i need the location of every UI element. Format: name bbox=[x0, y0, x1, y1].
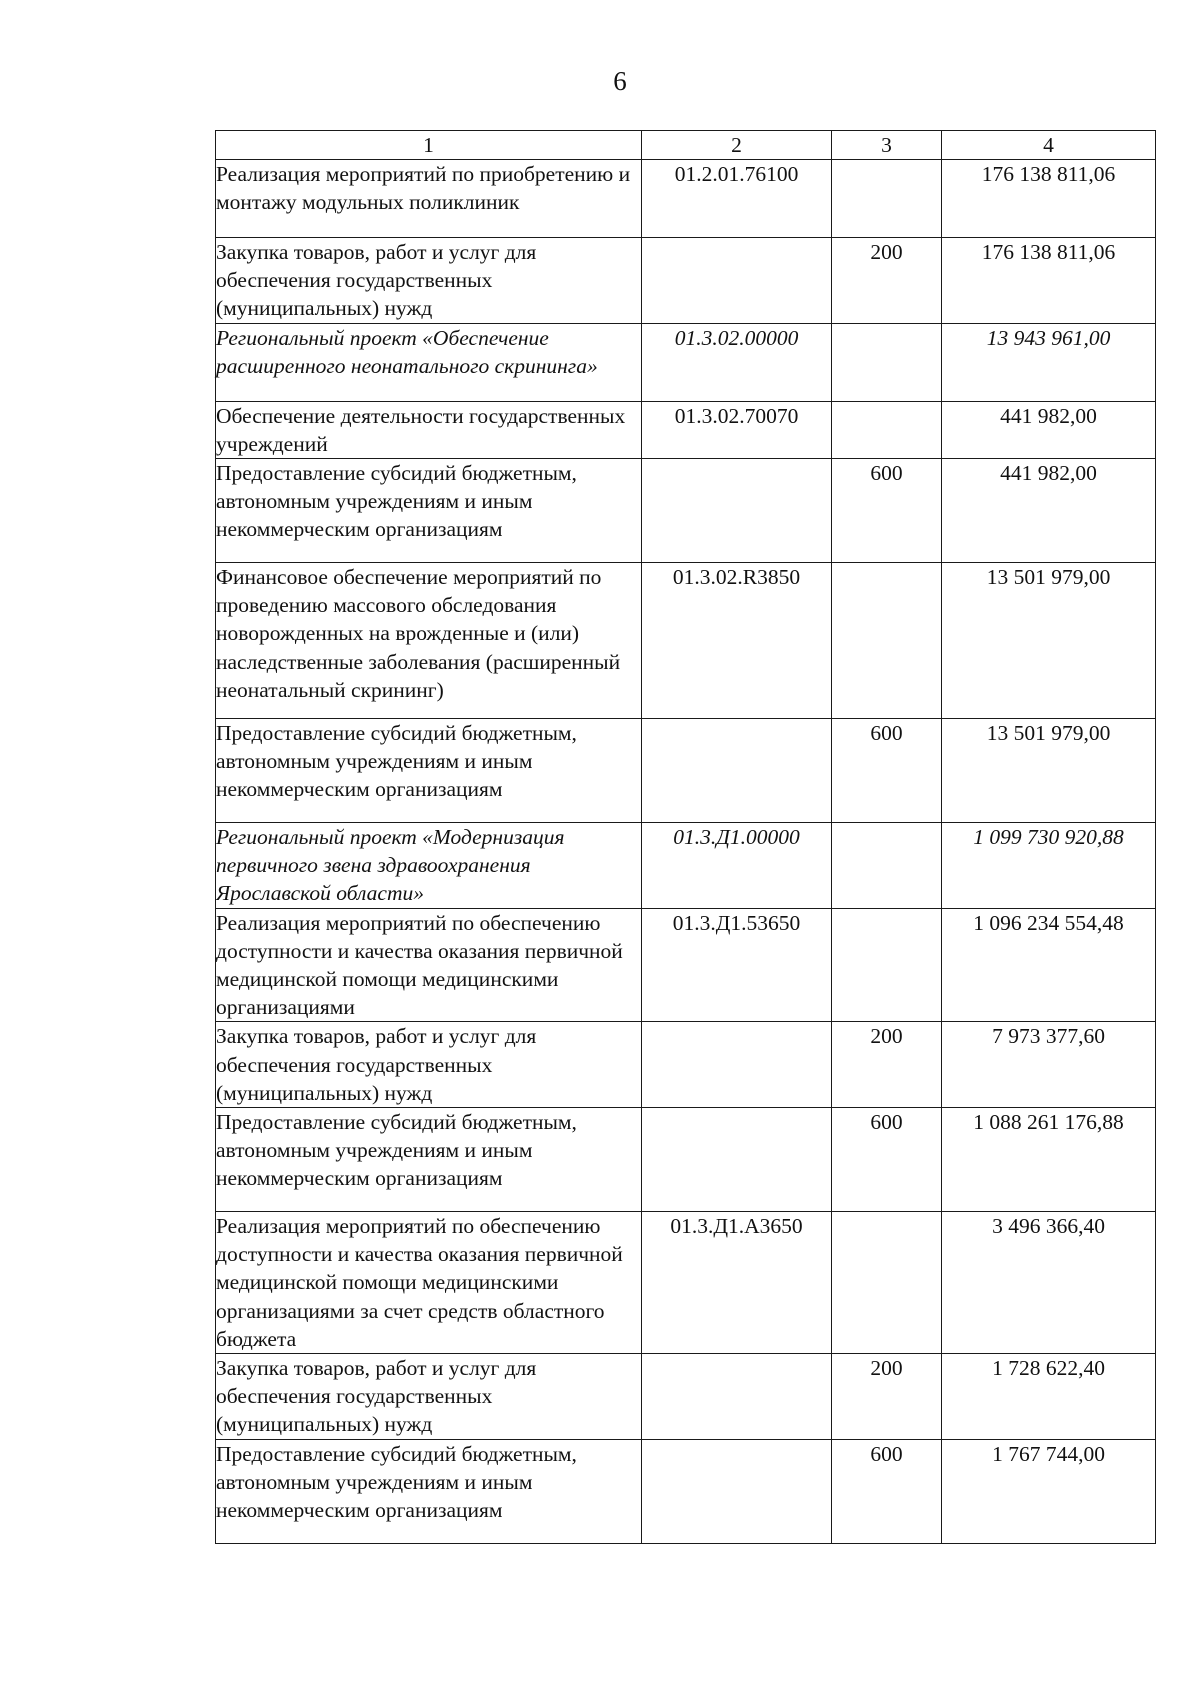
table-row bbox=[216, 1108, 1156, 1212]
row-sum-cell: 176 138 811,06 bbox=[942, 238, 1156, 324]
column-header-2: 2 bbox=[642, 131, 832, 160]
column-header-3: 3 bbox=[832, 131, 942, 160]
table-row bbox=[216, 1022, 1156, 1108]
row-sum-cell: 13 501 979,00 bbox=[942, 719, 1156, 823]
row-expense-type-cell: 600 bbox=[832, 1108, 942, 1212]
row-expense-type-cell bbox=[832, 1212, 942, 1354]
table-row bbox=[216, 323, 1156, 401]
row-code-cell bbox=[642, 1354, 832, 1440]
row-code-cell bbox=[642, 719, 832, 823]
table-row bbox=[216, 160, 1156, 238]
row-sum-cell: 13 943 961,00 bbox=[942, 323, 1156, 401]
row-code-cell bbox=[642, 1439, 832, 1543]
row-code-cell bbox=[642, 1022, 832, 1108]
row-sum-cell: 3 496 366,40 bbox=[942, 1212, 1156, 1354]
row-expense-type-cell: 600 bbox=[832, 459, 942, 563]
row-expense-type-cell: 200 bbox=[832, 238, 942, 324]
row-code-cell: 01.3.02.70070 bbox=[642, 401, 832, 458]
row-code-cell bbox=[642, 459, 832, 563]
row-code-cell: 01.3.Д1.53650 bbox=[642, 908, 832, 1022]
row-sum-cell: 1 096 234 554,48 bbox=[942, 908, 1156, 1022]
row-expense-type-cell: 200 bbox=[832, 1022, 942, 1108]
row-sum-cell: 176 138 811,06 bbox=[942, 160, 1156, 238]
row-expense-type-cell: 200 bbox=[832, 1354, 942, 1440]
page-number: 6 bbox=[613, 66, 627, 96]
row-name-cell: Региональный проект «Модернизация первичного звена здравоохранения Ярославской области» bbox=[216, 823, 642, 909]
row-expense-type-cell bbox=[832, 401, 942, 458]
row-name-cell: Предоставление субсидий бюджетным, автономным учреждениям и иным некоммерческим организациям bbox=[216, 1108, 642, 1212]
row-name-cell: Реализация мероприятий по приобретению и монтажу модульных поликлиник bbox=[216, 160, 642, 238]
row-name-cell: Реализация мероприятий по обеспечению доступности и качества оказания первичной медицинской помощи медицинскими организациями bbox=[216, 908, 642, 1022]
row-name-cell: Закупка товаров, работ и услуг для обеспечения государственных (муниципальных) нужд bbox=[216, 1354, 642, 1440]
row-name-cell: Обеспечение деятельности государственных учреждений bbox=[216, 401, 642, 458]
table-row bbox=[216, 1439, 1156, 1543]
row-name-cell: Закупка товаров, работ и услуг для обеспечения государственных (муниципальных) нужд bbox=[216, 238, 642, 324]
table-row bbox=[216, 719, 1156, 823]
row-expense-type-cell bbox=[832, 908, 942, 1022]
header-row bbox=[216, 131, 1156, 160]
table-row bbox=[216, 1212, 1156, 1354]
row-code-cell: 01.3.Д1.А3650 bbox=[642, 1212, 832, 1354]
row-code-cell: 01.3.02.R3850 bbox=[642, 563, 832, 719]
row-expense-type-cell bbox=[832, 563, 942, 719]
row-name-cell: Предоставление субсидий бюджетным, автономным учреждениям и иным некоммерческим организациям bbox=[216, 719, 642, 823]
row-sum-cell: 441 982,00 bbox=[942, 401, 1156, 458]
row-sum-cell: 1 099 730 920,88 bbox=[942, 823, 1156, 909]
row-code-cell: 01.3.02.00000 bbox=[642, 323, 832, 401]
table-row bbox=[216, 563, 1156, 719]
row-expense-type-cell bbox=[832, 323, 942, 401]
row-expense-type-cell: 600 bbox=[832, 719, 942, 823]
row-sum-cell: 441 982,00 bbox=[942, 459, 1156, 563]
budget-table bbox=[215, 130, 1156, 1544]
table-row bbox=[216, 459, 1156, 563]
row-expense-type-cell: 600 bbox=[832, 1439, 942, 1543]
column-header-1: 1 bbox=[216, 131, 642, 160]
table-body bbox=[216, 160, 1156, 1544]
row-sum-cell: 13 501 979,00 bbox=[942, 563, 1156, 719]
row-code-cell: 01.2.01.76100 bbox=[642, 160, 832, 238]
table-row bbox=[216, 823, 1156, 909]
row-name-cell: Предоставление субсидий бюджетным, автономным учреждениям и иным некоммерческим организациям bbox=[216, 459, 642, 563]
row-code-cell: 01.3.Д1.00000 bbox=[642, 823, 832, 909]
row-sum-cell: 1 767 744,00 bbox=[942, 1439, 1156, 1543]
table-row bbox=[216, 401, 1156, 458]
row-name-cell: Реализация мероприятий по обеспечению доступности и качества оказания первичной медицинской помощи медицинскими организациями за счет средств областного бюджета bbox=[216, 1212, 642, 1354]
row-name-cell: Предоставление субсидий бюджетным, автономным учреждениям и иным некоммерческим организациям bbox=[216, 1439, 642, 1543]
row-code-cell bbox=[642, 1108, 832, 1212]
row-sum-cell: 1 728 622,40 bbox=[942, 1354, 1156, 1440]
table-row bbox=[216, 1354, 1156, 1440]
table-row bbox=[216, 238, 1156, 324]
row-sum-cell: 7 973 377,60 bbox=[942, 1022, 1156, 1108]
table-row bbox=[216, 908, 1156, 1022]
row-code-cell bbox=[642, 238, 832, 324]
row-name-cell: Региональный проект «Обеспечение расширенного неонатального скрининга» bbox=[216, 323, 642, 401]
row-sum-cell: 1 088 261 176,88 bbox=[942, 1108, 1156, 1212]
row-name-cell: Финансовое обеспечение мероприятий по проведению массового обследования новорожденных на врожденные и (или) наследственные заболевания (расширенный неонатальный скрининг) bbox=[216, 563, 642, 719]
column-header-4: 4 bbox=[942, 131, 1156, 160]
row-name-cell: Закупка товаров, работ и услуг для обеспечения государственных (муниципальных) нужд bbox=[216, 1022, 642, 1108]
row-expense-type-cell bbox=[832, 160, 942, 238]
row-expense-type-cell bbox=[832, 823, 942, 909]
